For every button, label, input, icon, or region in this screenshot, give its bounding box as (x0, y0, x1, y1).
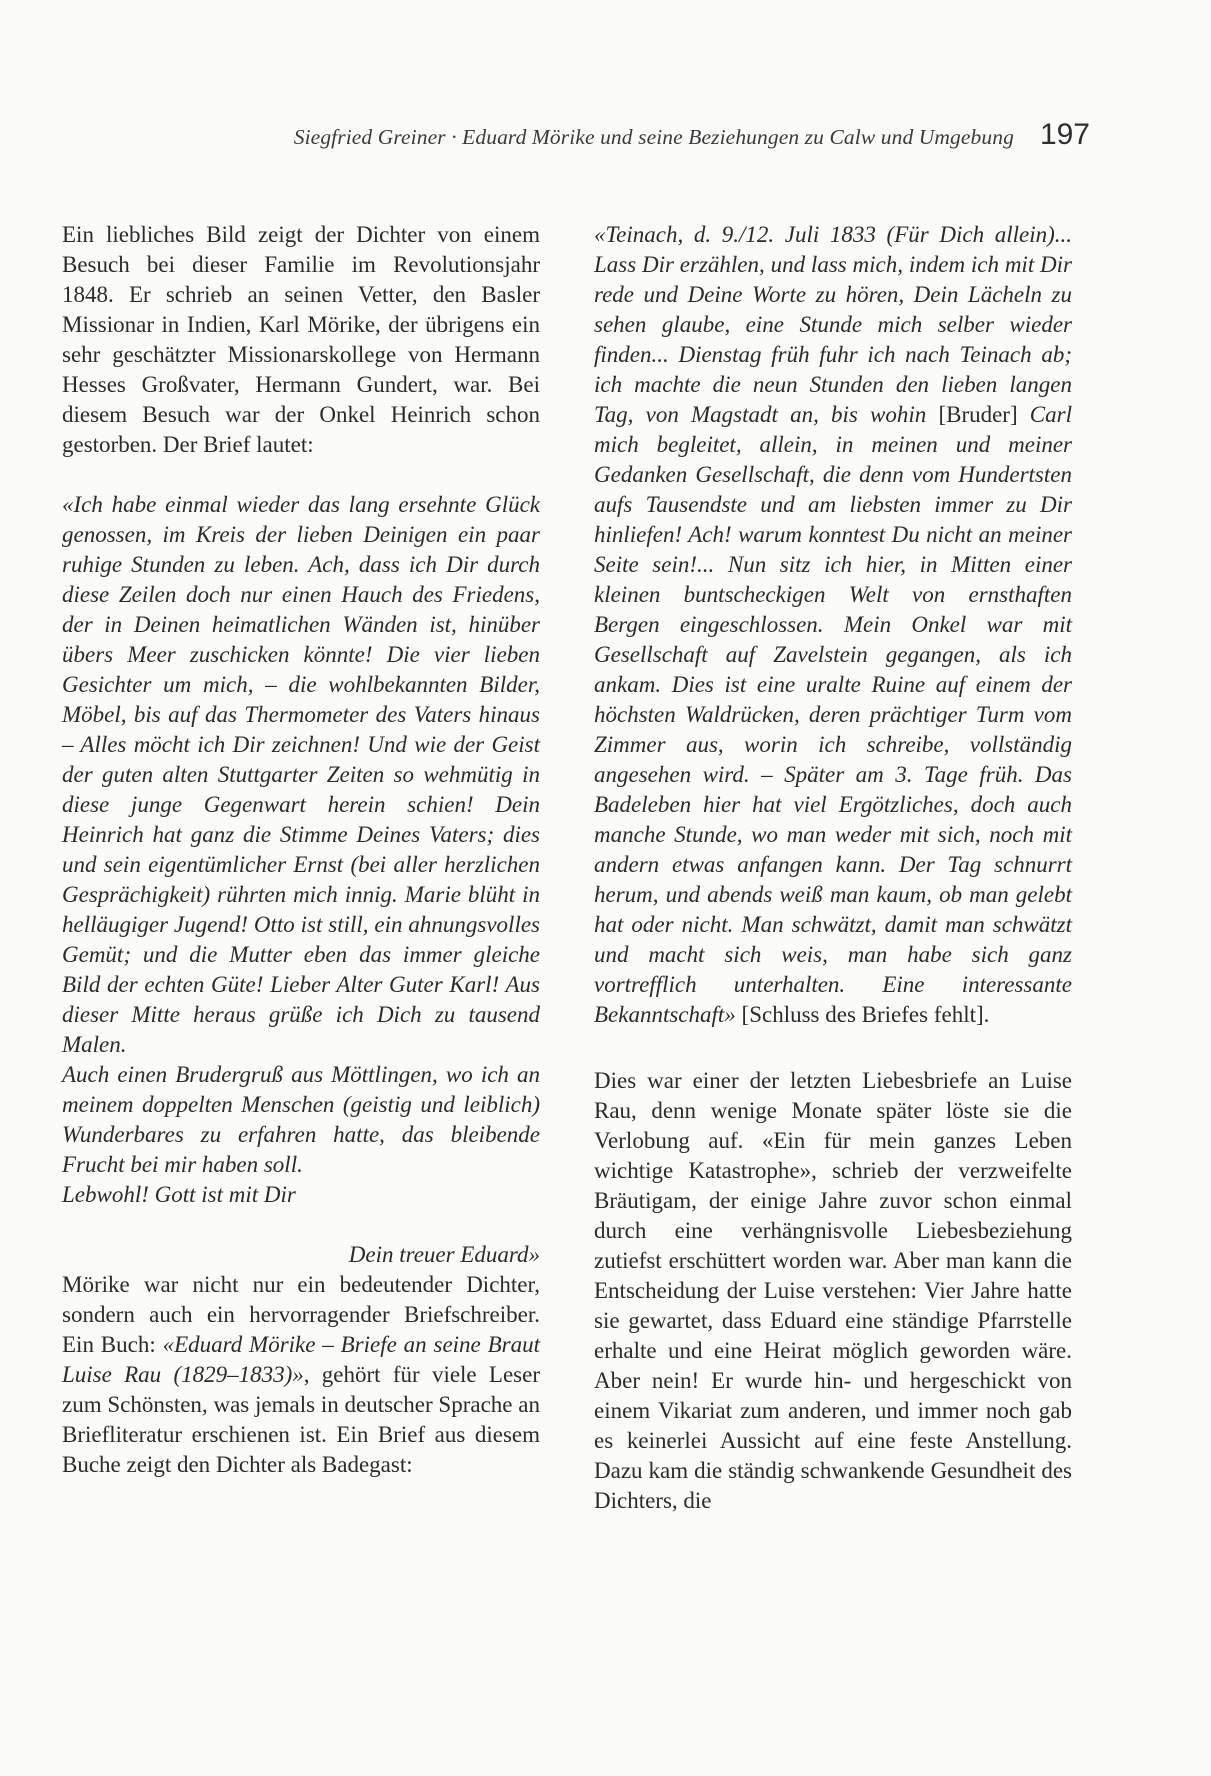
editorial-note: [Schluss des Briefes fehlt]. (735, 1002, 990, 1027)
left-column (62, 220, 540, 1480)
header-title: Siegfried Greiner · Eduard Mörike und seine Beziehungen zu Calw und Umgebung (293, 125, 1014, 149)
book-title: «Eduard Mörike – Briefe an seine Braut Luise Rau (1829–1833)» (62, 1332, 540, 1387)
right-column (594, 220, 1072, 1516)
editorial-insert: [Bruder] (938, 402, 1018, 427)
letter-quote: «Ich habe einmal wieder das lang ersehnte Glück genossen, im Kreis der lieben Deinigen ein paar ruhige Stunden zu leben. Ach, dass ich Dir durch diese Zeilen doch nur einen Hauch des Friedens, der in Deinen heimatlichen Wänden ist, hinüber übers Meer zuschicken könnte! Die vier lieben Gesichter um mich, – die wohlbekannten Bilder, Möbel, bis auf das Thermometer des Vaters hinaus – Alles möcht ich Dir zeichnen! Und wie der Geist der guten alten Stuttgarter Zeiten so wehmütig in diese junge Gegenwart herein schien! Dein Heinrich hat ganz die Stimme Deines Vaters; dies und sein eigentümlicher Ernst (bei aller herzlichen Gesprächigkeit) rührten mich innig. Marie blüht in helläugiger Jugend! Otto ist still, ein ahnungsvolles Gemüt; und die Mutter eben das immer gleiche Bild der echten Güte! Lieber Alter Guter Karl! Aus dieser Mitte heraus grüße ich Dich zu tausend Malen. (62, 492, 540, 1057)
books-paragraph-start: Mörike war nicht nur ein bedeutender Dichter, sondern auch ein hervorragender Briefschreiber. Ein Buch: (62, 1272, 540, 1357)
letter-signature: Dein treuer Eduard» (348, 1242, 540, 1267)
letter-quote-continued: Auch einen Brudergruß aus Möttlingen, wo ich an meinem doppelten Menschen (geistig und leiblich) Wunderbares zu erfahren hatte, das bleibende Frucht bei mir haben soll. (62, 1062, 540, 1177)
running-header (178, 118, 1090, 152)
intro-paragraph: Ein liebliches Bild zeigt der Dichter von einem Besuch bei dieser Familie im Revolutionsjahr 1848. Er schrieb an seinen Vetter, den Basler Missionar in Indien, Karl Mörike, der übrigens ein sehr geschätzter Missionarskollege von Hermann Hesses Großvater, Hermann Gundert, war. Bei diesem Besuch war der Onkel Heinrich schon gestorben. Der Brief lautet: (62, 222, 540, 457)
books-paragraph (62, 1270, 540, 1480)
books-paragraph-end: , gehört für viele Leser zum Schönsten, was jemals in deutscher Sprache an Briefliteratur erschienen ist. Ein Brief aus diesem Buche zeigt den Dichter als Badegast: (62, 1362, 540, 1477)
teinach-letter (594, 220, 1072, 1030)
teinach-letter-part-2: Carl mich begleitet, allein, in meinen und meiner Gedanken Gesellschaft, die denn vom Hundertsten aufs Tausendste und am liebsten immer zu Dir hinliefen! Ach! warum konntest Du nicht an meiner Seite sein!... Nun sitz ich hier, in Mitten einer kleinen buntscheckigen Welt von ernsthaften Bergen eingeschlossen. Mein Onkel war mit Gesellschaft auf Zavelstein gegangen, als ich ankam. Dies ist eine uralte Ruine auf einem der höchsten Waldrücken, deren prächtiger Turm vom Zimmer aus, worin ich schreibe, vollständig angesehen wird. – Später am 3. Tage früh. Das Badeleben hier hat viel Ergötzliches, doch auch manche Stunde, wo man weder mit sich, noch mit andern etwas anfangen kann. Der Tag schnurrt herum, und abends weiß man kaum, ob man gelebt hat oder nicht. Man schwätzt, damit man schwätzt und macht sich weis, man habe sich ganz vortrefflich unterhalten. Eine interessante Bekanntschaft» (594, 402, 1072, 1027)
page-number: 197 (1039, 118, 1090, 151)
teinach-letter-part-1: «Teinach, d. 9./12. Juli 1833 (Für Dich allein)... Lass Dir erzählen, und lass mich, indem ich mit Dir rede und Deine Worte zu hören, Dein Lächeln zu sehen glaube, eine Stunde mich selber wieder finden... Dienstag früh fuhr ich nach Teinach ab; ich machte die neun Stunden den lieben langen Tag, von Magstadt an, bis wohin (594, 222, 1072, 427)
letter-farewell: Lebwohl! Gott ist mit Dir (62, 1182, 296, 1207)
engagement-paragraph: Dies war einer der letzten Liebesbriefe an Luise Rau, denn wenige Monate später löste sie die Verlobung auf. «Ein für mein ganzes Leben wichtige Katastrophe», schrieb der verzweifelte Bräutigam, der einige Jahre zuvor schon einmal durch eine verhängnisvolle Liebesbeziehung zutiefst erschüttert worden war. Aber man kann die Entscheidung der Luise verstehen: Vier Jahre hatte sie gewartet, dass Eduard eine ständige Pfarrstelle erhalte und eine Heirat möglich geworden wäre. Aber nein! Er wurde hin- und hergeschickt von einem Vikariat zum anderen, und immer noch gab es keinerlei Aussicht auf eine feste Anstellung. Dazu kam die ständig schwankende Gesundheit des Dichters, die (594, 1068, 1072, 1513)
